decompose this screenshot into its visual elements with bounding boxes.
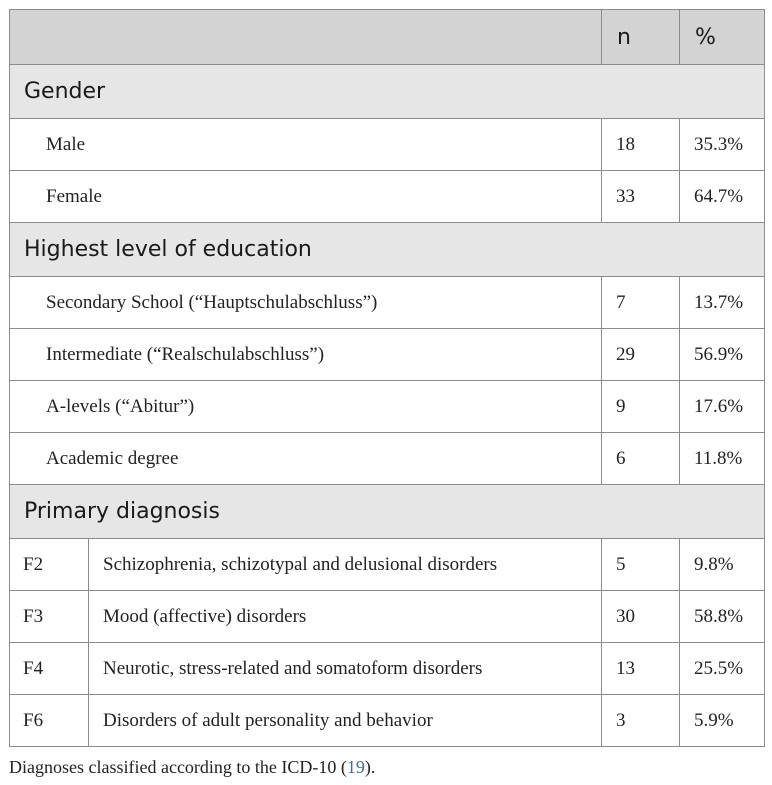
table-header-row [10,10,765,65]
section-title: Primary diagnosis [10,485,765,539]
row-percent: 56.9% [680,329,765,381]
header-label-cell [10,10,602,65]
section-title: Gender [10,65,765,119]
row-label: Academic degree [10,433,602,485]
table-row [10,171,765,223]
table-row [10,329,765,381]
header-n: n [602,10,680,65]
row-n: 3 [602,695,680,747]
diagnosis-code: F4 [10,643,89,695]
table-row [10,539,765,591]
citation-link[interactable]: 19 [346,757,365,777]
row-n: 29 [602,329,680,381]
row-n: 6 [602,433,680,485]
row-n: 33 [602,171,680,223]
row-n: 7 [602,277,680,329]
diagnosis-code: F6 [10,695,89,747]
row-percent: 35.3% [680,119,765,171]
row-n: 30 [602,591,680,643]
diagnosis-label: Neurotic, stress-related and somatoform disorders [89,643,602,695]
table-row [10,381,765,433]
row-percent: 9.8% [680,539,765,591]
table-row [10,119,765,171]
row-label: Intermediate (“Realschulabschluss”) [10,329,602,381]
row-label: Secondary School (“Hauptschulabschluss”) [10,277,602,329]
diagnosis-code: F3 [10,591,89,643]
row-n: 13 [602,643,680,695]
section-education [10,223,765,277]
section-title: Highest level of education [10,223,765,277]
table-row [10,277,765,329]
row-n: 9 [602,381,680,433]
diagnosis-label: Mood (affective) disorders [89,591,602,643]
row-label: A-levels (“Abitur”) [10,381,602,433]
row-percent: 11.8% [680,433,765,485]
diagnosis-label: Disorders of adult personality and behavior [89,695,602,747]
table-footnote [9,757,375,778]
row-percent: 17.6% [680,381,765,433]
row-label: Male [10,119,602,171]
row-percent: 25.5% [680,643,765,695]
footnote-end: ). [364,757,376,777]
row-n: 5 [602,539,680,591]
section-diagnosis [10,485,765,539]
diagnosis-code: F2 [10,539,89,591]
header-percent: % [680,10,765,65]
row-label: Female [10,171,602,223]
table-row [10,695,765,747]
table-row [10,643,765,695]
row-percent: 58.8% [680,591,765,643]
row-n: 18 [602,119,680,171]
row-percent: 64.7% [680,171,765,223]
diagnosis-label: Schizophrenia, schizotypal and delusional disorders [89,539,602,591]
section-gender [10,65,765,119]
table-row [10,433,765,485]
demographics-table [9,9,765,747]
row-percent: 5.9% [680,695,765,747]
table-row [10,591,765,643]
footnote-text: Diagnoses classified according to the ICD-10 ( [9,757,347,777]
row-percent: 13.7% [680,277,765,329]
